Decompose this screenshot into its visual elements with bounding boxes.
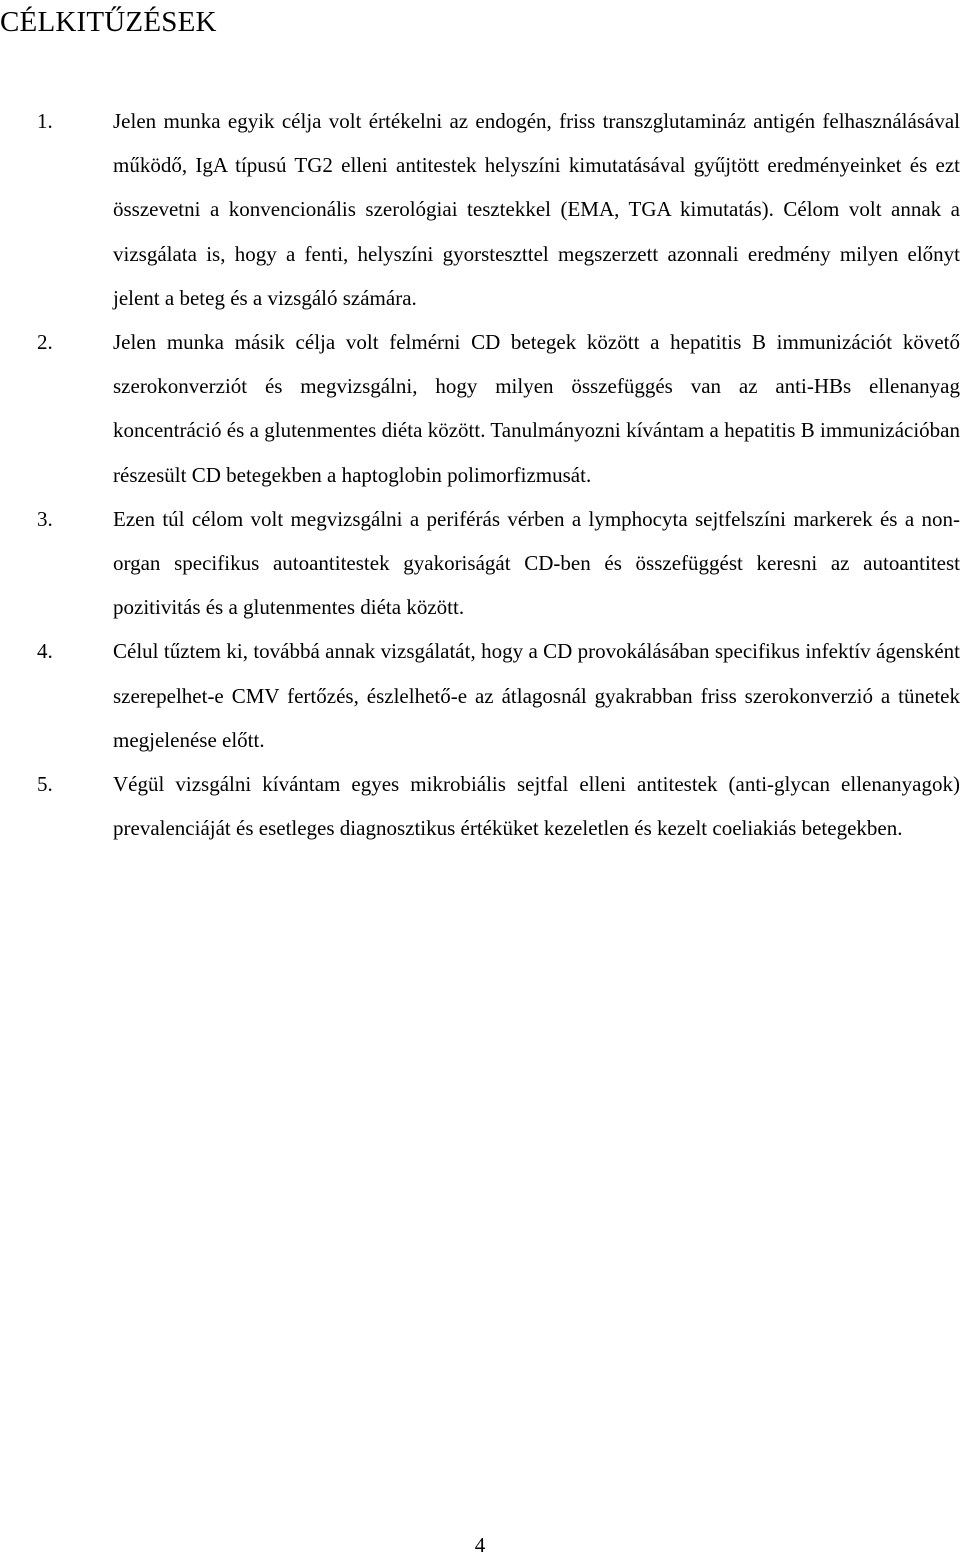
objective-item-4 <box>0 629 960 762</box>
objective-text: Ezen túl célom volt megvizsgálni a periférás vérben a lymphocyta sejtfelszíni markerek és a non-organ specifikus autoantitestek gyakoriságát CD-ben és összefüggést keresni az autoantitest pozitivitás és a glutenmentes diéta között. <box>113 506 960 620</box>
objective-text: Jelen munka másik célja volt felmérni CD betegek között a hepatitis B immunizációt követő szerokonverziót és megvizsgálni, hogy milyen összefüggés van az anti-HBs ellenanyag koncentráció és a glutenmentes diéta között. Tanulmányozni kívántam a hepatitis B immunizációban részesült CD betegekben a haptoglobin polimorfizmusát. <box>113 330 960 487</box>
objective-number: 4. <box>37 639 53 664</box>
objective-number: 1. <box>37 109 53 133</box>
page-title: CÉLKITŰZÉSEK <box>0 6 217 38</box>
objective-number: 3. <box>37 506 53 531</box>
objectives-list <box>0 99 960 850</box>
objective-number: 2. <box>37 330 53 355</box>
objective-text: Végül vizsgálni kívántam egyes mikrobiális sejtfal elleni antitestek (anti-glycan ellenanyagok) prevalenciáját és esetleges diagnosztikus értéküket kezeletlen és kezelt coeliakiás betegekben. <box>113 772 960 841</box>
page-number: 4 <box>474 1533 486 1557</box>
objective-item-2 <box>0 320 960 497</box>
objective-text: Célul tűztem ki, továbbá annak vizsgálatát, hogy a CD provokálásában specifikus infektív ágensként szerepelhet-e CMV fertőzés, észlelhető-e az átlagosnál gyakrabban friss szerokonverzió a tünetek megjelenése előtt. <box>113 639 960 752</box>
objective-number: 5. <box>37 772 53 797</box>
objective-text: Jelen munka egyik célja volt értékelni az endogén, friss transzglutamináz antigén felhasználásával működő, IgA típusú TG2 elleni antitestek helyszíni kimutatásával gyűjtött eredményeinket és ezt összevetni a konvencionális szerológiai tesztekkel (EMA, TGA kimutatás). Célom volt annak a vizsgálata is, hogy a fenti, helyszíni gyorsteszttel megszerzett azonnali eredmény milyen előnyt jelent a beteg és a vizsgáló számára. <box>113 109 960 310</box>
objective-item-5 <box>0 762 960 850</box>
objective-item-1 <box>0 99 960 320</box>
objective-item-3 <box>0 497 960 630</box>
